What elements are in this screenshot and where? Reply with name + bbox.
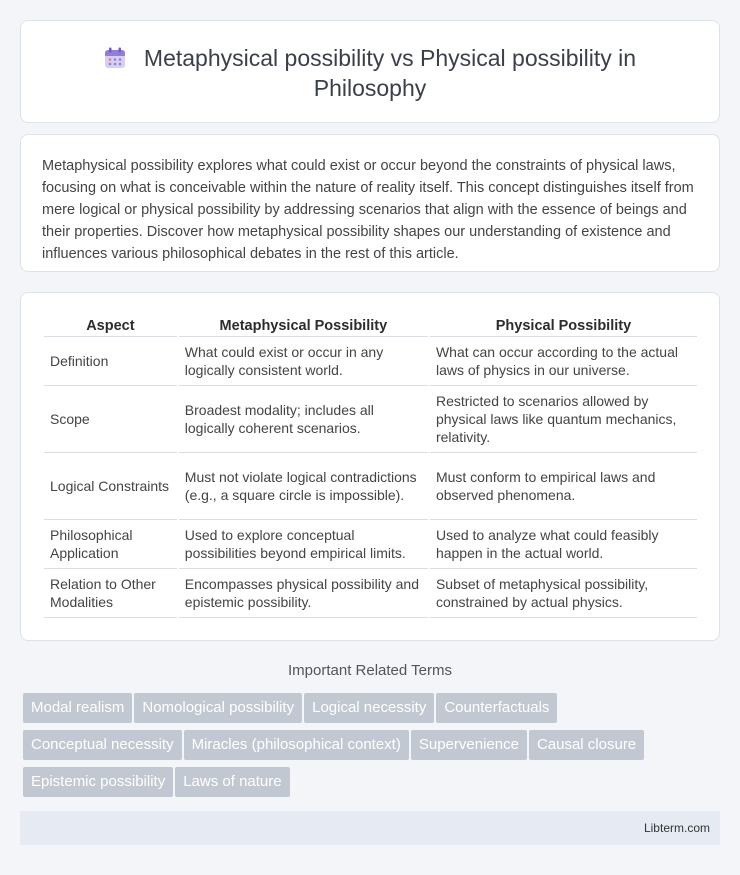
header-metaphysical: Metaphysical Possibility — [179, 317, 428, 337]
comparison-card — [20, 292, 720, 641]
footer-brand-link[interactable]: Libterm.com — [643, 821, 710, 835]
aspect-cell: Scope — [44, 386, 177, 453]
table-row — [44, 520, 697, 569]
tag-conceptual-necessity[interactable]: Conceptual necessity — [23, 730, 182, 760]
physical-cell: Restricted to scenarios allowed by physical laws like quantum mechanics, relativity. — [430, 386, 697, 453]
table-header-row — [44, 317, 697, 337]
metaphysical-cell: Must not violate logical contradictions (e.g., a square circle is impossible). — [179, 453, 428, 520]
physical-cell: Used to analyze what could feasibly happen in the actual world. — [430, 520, 697, 569]
physical-cell: What can occur according to the actual laws of physics in our universe. — [430, 337, 697, 386]
intro-paragraph: Metaphysical possibility explores what could exist or occur beyond the constraints of physical laws, focusing on what is conceivable within the nature of reality itself. This concept distinguishes itself from mere logical or physical possibility by addressing scenarios that align with the essence of beings and their properties. Discover how metaphysical possibility shapes our understanding of existence and influences various philosophical debates in the rest of this article. — [42, 158, 694, 262]
title-card — [20, 20, 720, 123]
title-line-1: Metaphysical possibility vs Physical possibility in — [143, 45, 637, 71]
tag-laws-of-nature[interactable]: Laws of nature — [175, 767, 289, 797]
metaphysical-cell: Broadest modality; includes all logically coherent scenarios. — [179, 386, 428, 453]
comparison-table — [42, 317, 699, 618]
footer — [20, 811, 720, 845]
aspect-cell: Relation to Other Modalities — [44, 569, 177, 618]
aspect-cell: Philosophical Application — [44, 520, 177, 569]
header-physical: Physical Possibility — [430, 317, 697, 337]
tag-supervenience[interactable]: Supervenience — [411, 730, 527, 760]
metaphysical-cell: What could exist or occur in any logically consistent world. — [179, 337, 428, 386]
tag-counterfactuals[interactable]: Counterfactuals — [436, 693, 557, 723]
metaphysical-cell: Encompasses physical possibility and epistemic possibility. — [179, 569, 428, 618]
table-row — [44, 569, 697, 618]
aspect-cell: Definition — [44, 337, 177, 386]
related-terms-list — [23, 693, 713, 804]
metaphysical-cell: Used to explore conceptual possibilities beyond empirical limits. — [179, 520, 428, 569]
table-row — [44, 386, 697, 453]
physical-cell: Subset of metaphysical possibility, constrained by actual physics. — [430, 569, 697, 618]
title-line-2: Philosophy — [313, 75, 427, 101]
calendar-icon — [104, 46, 126, 68]
tag-logical-necessity[interactable]: Logical necessity — [304, 693, 434, 723]
page-title — [21, 43, 719, 103]
tag-epistemic-possibility[interactable]: Epistemic possibility — [23, 767, 173, 797]
header-aspect: Aspect — [44, 317, 177, 337]
aspect-cell: Logical Constraints — [44, 453, 177, 520]
tag-causal-closure[interactable]: Causal closure — [529, 730, 644, 760]
physical-cell: Must conform to empirical laws and observed phenomena. — [430, 453, 697, 520]
tag-nomological-possibility[interactable]: Nomological possibility — [134, 693, 302, 723]
table-row — [44, 337, 697, 386]
intro-card — [20, 134, 720, 272]
related-terms-heading: Important Related Terms — [288, 662, 452, 679]
tag-modal-realism[interactable]: Modal realism — [23, 693, 132, 723]
tag-miracles[interactable]: Miracles (philosophical context) — [184, 730, 409, 760]
table-row — [44, 453, 697, 520]
